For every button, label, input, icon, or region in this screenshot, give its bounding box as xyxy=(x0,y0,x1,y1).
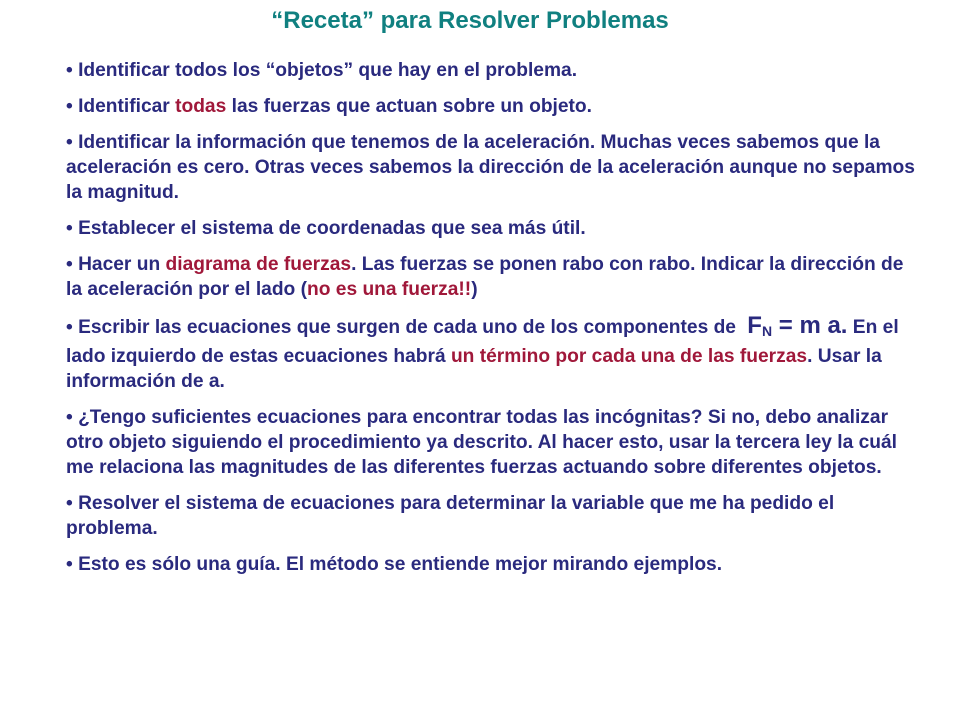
formula-f: F xyxy=(747,312,762,339)
bullet-equations xyxy=(66,313,916,394)
bullet-text: . Usar la información de a. xyxy=(66,346,882,392)
bullet-marker: • xyxy=(66,96,73,117)
bullet-identify-objects xyxy=(66,58,916,83)
bullet-text: Resolver el sistema de ecuaciones para determinar la variable que me ha pedido el problema. xyxy=(66,493,835,539)
bullet-text: En el lado izquierdo de estas ecuaciones habrá xyxy=(66,317,899,367)
bullet-solve-system xyxy=(66,491,916,541)
newton-formula xyxy=(747,312,847,339)
bullet-identify-forces xyxy=(66,94,916,119)
bullet-text: ) xyxy=(471,279,478,300)
bullet-guide xyxy=(66,552,916,577)
bullet-marker: • xyxy=(66,218,73,239)
bullet-enough-equations xyxy=(66,405,916,480)
bullet-marker: • xyxy=(66,254,73,275)
bullet-text: Hacer un xyxy=(78,254,166,275)
bullet-list xyxy=(66,58,916,588)
highlight-un-termino: un término por cada una de las fuerzas xyxy=(450,346,808,367)
highlight-diagrama: diagrama de fuerzas xyxy=(165,254,352,275)
bullet-force-diagram xyxy=(66,252,916,302)
bullet-text: . Las fuerzas se ponen rabo con rabo. Indicar la dirección de la aceleración por el lado ( xyxy=(66,254,904,300)
formula-subscript: N xyxy=(761,323,773,339)
bullet-marker: • xyxy=(66,493,73,514)
bullet-marker: • xyxy=(66,407,73,428)
formula-rest: = m a. xyxy=(772,312,848,339)
bullet-text: Esto es sólo una guía. El método se entiende mejor mirando ejemplos. xyxy=(78,554,723,575)
bullet-text: Identificar todos los “objetos” que hay en el problema. xyxy=(78,60,578,81)
highlight-no-es-fuerza: no es una fuerza!! xyxy=(307,279,472,300)
bullet-marker: • xyxy=(66,317,73,338)
bullet-marker: • xyxy=(66,554,73,575)
bullet-text: ¿Tengo suficientes ecuaciones para encontrar todas las incógnitas? Si no, debo analizar otro objeto siguiendo el procedimiento ya descrito. Al hacer esto, usar la tercera ley la cuál me relaciona las magnitudes de las diferentes fuerzas actuando sobre diferentes objetos. xyxy=(66,407,898,478)
bullet-marker: • xyxy=(66,132,73,153)
bullet-text: Escribir las ecuaciones que surgen de cada uno de los componentes de xyxy=(78,317,742,338)
bullet-acceleration-info xyxy=(66,130,916,205)
bullet-text: Identificar la información que tenemos de la aceleración. Muchas veces sabemos que la aceleración es cero. Otras veces sabemos la dirección de la aceleración aunque no sepamos la magnitud. xyxy=(66,132,915,203)
highlight-todas: todas xyxy=(175,96,227,117)
bullet-text: Identificar xyxy=(78,96,176,117)
bullet-text: las fuerzas que actuan sobre un objeto. xyxy=(226,96,592,117)
bullet-text: Establecer el sistema de coordenadas que sea más útil. xyxy=(78,218,586,239)
slide-title: “Receta” para Resolver Problemas xyxy=(271,7,669,34)
bullet-coordinate-system xyxy=(66,216,916,241)
bullet-marker: • xyxy=(66,60,73,81)
